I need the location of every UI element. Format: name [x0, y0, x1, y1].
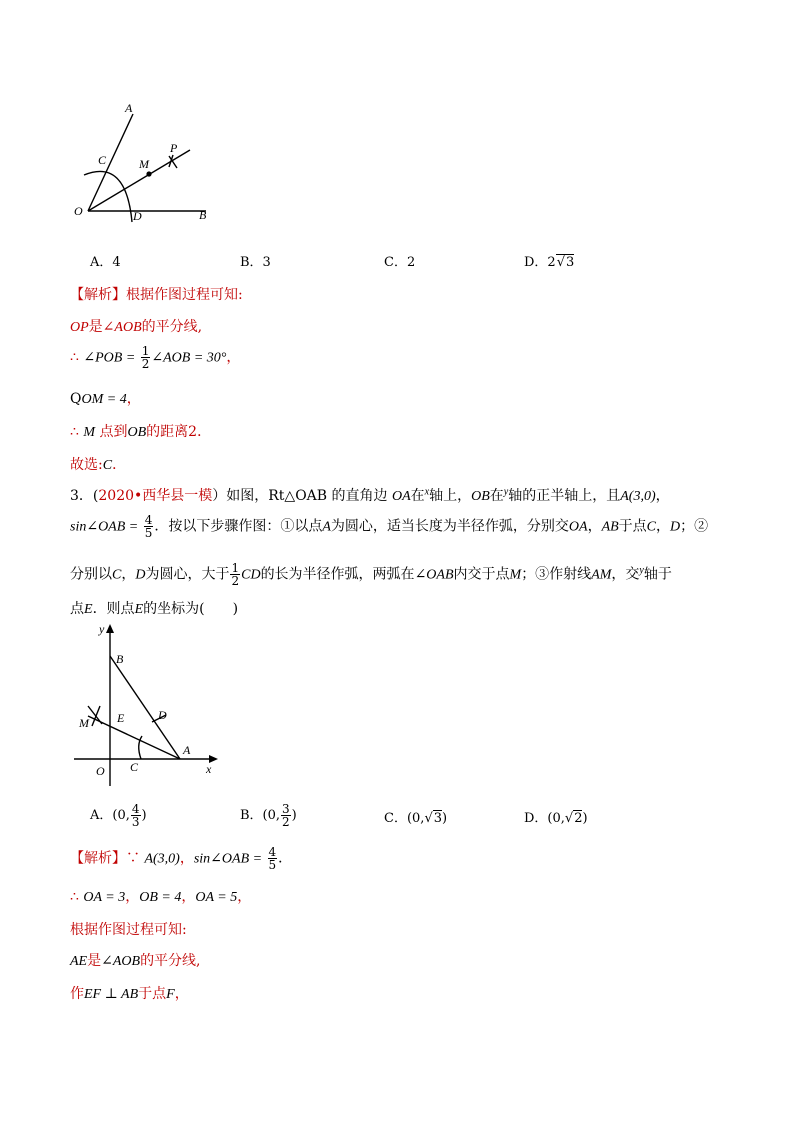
option-suffix: ) — [291, 808, 297, 823]
text: ． — [197, 424, 212, 440]
q3-stem-line3 — [70, 562, 672, 587]
fraction — [131, 803, 141, 828]
numerator: 4 — [268, 845, 277, 859]
denominator: 3 — [131, 815, 140, 829]
var-OA: OA — [391, 489, 411, 504]
q2-answer — [70, 454, 126, 474]
option-prefix: C．(0, — [384, 811, 425, 826]
text: ， — [181, 889, 196, 905]
numerator: 3 — [282, 802, 290, 816]
text: ）如图，Rt△OAB 的直角边 — [212, 488, 388, 504]
question-number: 3．( — [70, 488, 99, 504]
fraction-half — [141, 345, 151, 370]
text: 作 — [70, 986, 84, 1002]
radicand: 2 — [574, 811, 583, 826]
arc-M-1 — [88, 706, 102, 724]
text: ．按以下步骤作图：①以点 — [154, 518, 323, 535]
label-B: B — [199, 208, 207, 222]
var-AM: AM — [591, 567, 612, 583]
var-C: C — [646, 519, 657, 535]
text: 点到 — [99, 424, 128, 440]
expr-OA-5: OA = 5 — [195, 890, 238, 905]
text: ；③作射线 — [521, 566, 592, 583]
label-O: O — [74, 204, 83, 218]
option-suffix: ) — [582, 811, 588, 826]
text: 在 — [489, 488, 504, 504]
var-OA: OA — [568, 519, 588, 535]
text: ， — [587, 518, 602, 535]
sin-expr: sin∠OAB = — [193, 851, 263, 867]
point-A-coords: A(3,0) — [144, 851, 180, 867]
q3-analysis-line5 — [70, 983, 189, 1003]
q2-option-d: D．2√3 — [524, 255, 575, 270]
q2-option-d-prefix: D．2 — [524, 255, 556, 270]
var-x: x — [424, 486, 430, 498]
expr-EF-perp-AB: EF ⊥ AB — [84, 987, 139, 1002]
q3-analysis-line4 — [70, 950, 201, 970]
q2-option-d-radicand: 3 — [566, 255, 575, 270]
answer-label: 故选: — [70, 457, 103, 473]
q3-option-b — [240, 803, 297, 828]
option-prefix: A．(0, — [90, 808, 130, 823]
text: 的平分线, — [141, 319, 203, 335]
text: 的平分线, — [140, 953, 201, 969]
var-C: C — [112, 567, 122, 583]
text: 于点 — [138, 986, 167, 1002]
text: ， — [121, 566, 136, 583]
text: 轴的正半轴上，且 — [508, 488, 621, 504]
analysis-intro-text: 根据作图过程可知: — [126, 287, 243, 303]
text: 是 — [87, 953, 102, 969]
option-prefix: D．(0, — [524, 811, 565, 826]
label-C: C — [130, 760, 139, 774]
text: 分别以 — [70, 566, 112, 583]
q3-stem-line4 — [70, 598, 238, 618]
q3-analysis-line2 — [70, 886, 251, 906]
var-CD: CD — [241, 567, 261, 583]
q2-analysis-line4 — [70, 421, 211, 441]
label-y: y — [99, 622, 105, 636]
answer-value: C — [102, 458, 113, 473]
label-A: A — [125, 101, 133, 115]
q3-stem-line2 — [70, 514, 708, 539]
q2-option-a: A．4 — [90, 255, 121, 270]
therefore-symbol: ∴ — [70, 349, 79, 366]
text: ， — [656, 518, 671, 535]
expr-OM: OM = 4 — [81, 392, 127, 407]
y-axis-arrow — [106, 624, 114, 633]
fraction-half — [230, 562, 240, 587]
angle-OAB: ∠OAB — [414, 567, 454, 583]
denominator: 2 — [282, 815, 290, 829]
text: 为圆心，适当长度为半径作弧，分别交 — [330, 518, 569, 535]
text: ， — [237, 889, 252, 905]
text: ， — [179, 850, 194, 867]
fraction-sin — [268, 846, 278, 871]
denominator: 5 — [144, 526, 153, 540]
arc-M-2 — [92, 706, 100, 726]
label-E: E — [117, 711, 125, 725]
q3-analysis-line1 — [70, 846, 292, 871]
var-A: A — [322, 519, 331, 535]
q2-option-b: B．3 — [240, 255, 271, 270]
label-D: D — [158, 708, 167, 722]
question-source: 2020•西华县一模 — [98, 488, 213, 504]
text: 点 — [70, 601, 84, 617]
therefore-symbol: ∴ — [70, 889, 79, 905]
fraction-sin — [144, 514, 154, 539]
text: 于点 — [618, 518, 647, 535]
var-AE: AE — [70, 954, 88, 969]
text: 内交于点 — [453, 566, 510, 583]
text: 的长为半径作弧，两弧在 — [260, 566, 415, 583]
q2-analysis-line1 — [70, 316, 202, 336]
var-y: y — [503, 486, 509, 498]
label-A: A — [183, 743, 191, 757]
text: 是 — [88, 319, 103, 335]
var-F: F — [166, 987, 175, 1002]
q2-analysis-line3 — [70, 388, 141, 408]
q3-option-a — [90, 803, 147, 828]
var-OP: OP — [70, 320, 89, 335]
text: 的坐标为( ) — [143, 601, 239, 617]
numerator: 4 — [131, 802, 140, 816]
figure-coordinate-triangle — [66, 618, 226, 788]
text: ， — [655, 488, 670, 504]
denominator: 2 — [141, 357, 150, 371]
var-AB: AB — [601, 519, 619, 535]
figure-angle-bisector — [66, 96, 226, 228]
because-symbol: Q — [70, 391, 82, 407]
text: ；② — [680, 518, 709, 535]
var-E: E — [84, 602, 93, 617]
q2-analysis-line2 — [70, 345, 240, 370]
therefore-symbol: ∴ — [70, 424, 79, 440]
sin-expr: sin∠OAB = — [70, 519, 139, 535]
q3-analysis-line3: 根据作图过程可知: — [70, 922, 187, 938]
denominator: 2 — [231, 574, 240, 588]
q3-option-d: D．(0,√2) — [524, 811, 588, 826]
numerator: 1 — [231, 561, 240, 575]
expr-OB: OB = 4 — [139, 890, 182, 905]
expr-OA: OA = 3 — [83, 890, 126, 905]
analysis-tag: 【解析】 — [70, 287, 126, 303]
angle-AOB: ∠AOB — [102, 320, 142, 335]
label-C: C — [98, 153, 107, 167]
text: ， — [126, 391, 141, 407]
var-M: M — [509, 567, 522, 583]
var-M: M — [83, 425, 96, 440]
label-x: x — [206, 762, 212, 776]
text: ， — [174, 986, 189, 1002]
var-D: D — [670, 519, 681, 535]
segment-AB — [110, 656, 180, 759]
distance-value: 2 — [188, 424, 198, 440]
text: 为圆心，大于 — [145, 566, 230, 583]
numerator: 4 — [144, 513, 153, 527]
label-M: M — [79, 716, 89, 730]
text: ，交 — [611, 566, 640, 583]
radicand: 3 — [433, 811, 443, 826]
var-OB: OB — [127, 425, 147, 440]
analysis-tag: 【解析】 — [70, 850, 126, 867]
text: 轴于 — [643, 566, 672, 583]
text: ． — [278, 850, 293, 867]
text: ． — [112, 457, 127, 473]
label-M: M — [139, 157, 149, 171]
q2-analysis-intro — [70, 284, 243, 304]
point-A-coords: A(3,0) — [620, 489, 656, 504]
ray-OA — [88, 114, 133, 211]
text: ．则点 — [92, 601, 135, 617]
label-P: P — [170, 141, 178, 155]
var-y: y — [639, 564, 644, 576]
label-D: D — [133, 209, 142, 223]
var-E: E — [134, 602, 144, 617]
expr-rhs: ∠AOB = 30° — [151, 350, 227, 366]
label-B: B — [116, 652, 124, 666]
var-D: D — [135, 567, 146, 583]
denominator: 5 — [268, 858, 277, 872]
arc-CD — [84, 171, 132, 222]
text: ， — [226, 349, 241, 366]
because-symbol: ∵ — [126, 850, 140, 867]
q2-option-c: C．2 — [384, 255, 416, 270]
q3-stem-line1 — [70, 485, 670, 505]
text: 在 — [410, 488, 425, 504]
option-suffix: ) — [442, 811, 448, 826]
fraction — [281, 803, 291, 828]
option-suffix: ) — [141, 808, 147, 823]
option-prefix: B．(0, — [240, 808, 281, 823]
expr-lhs: ∠POB = — [83, 350, 136, 366]
point-M — [146, 171, 151, 176]
text: 轴上， — [429, 488, 472, 504]
text: 的距离 — [146, 424, 189, 440]
label-O: O — [96, 764, 105, 778]
var-OB: OB — [471, 489, 490, 504]
q3-option-c: C．(0,√3) — [384, 811, 448, 826]
numerator: 1 — [141, 344, 150, 358]
text: ， — [125, 889, 140, 905]
angle-AOB: ∠AOB — [101, 954, 141, 969]
